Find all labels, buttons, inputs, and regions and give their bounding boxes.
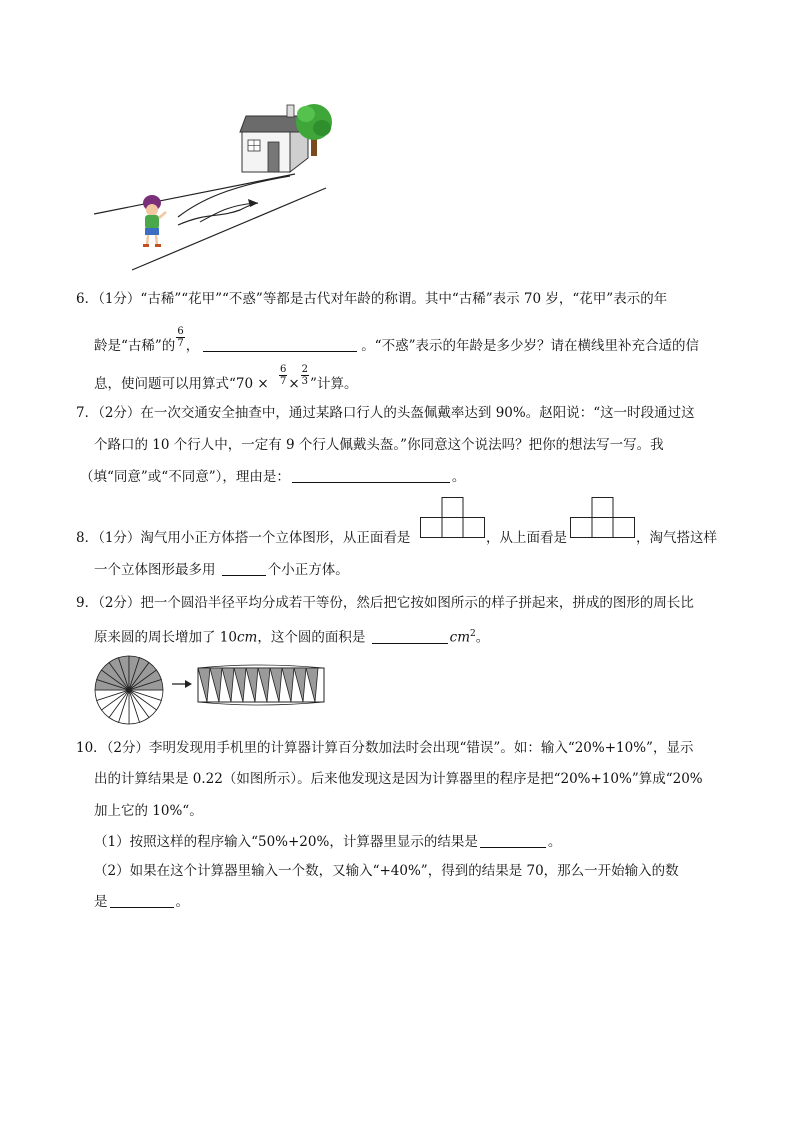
q7-line-3-post: 。 (451, 469, 466, 485)
q6-fraction-6-7 (176, 326, 184, 349)
q6-line-3-post: ”计算。 (310, 376, 358, 392)
q8-line-2-pre: 一个立体图形最多用 (94, 562, 220, 578)
fraction-denominator: 7 (279, 376, 287, 387)
q7-line-2: 个路口的 10 个行人中，一定有 9 个行人佩戴头盔。”你同意这个说法吗？把你的想法写一写。我 (94, 437, 664, 453)
q10-sub-1 (94, 832, 561, 852)
q8-line-1-a: 8．（1分）淘气用小正方体搭一个立体图形，从正面看是 (76, 530, 411, 546)
q6-comma: ， (185, 338, 200, 354)
fraction-numerator: 6 (177, 326, 184, 337)
q7-line-3-pre: （填“同意”或“不同意”），理由是： (80, 469, 290, 485)
q10-sub-2-line-2 (94, 892, 189, 912)
q6-line-2-post: 。“不惑”表示的年龄是多少岁？请在横线里补充合适的信 (361, 338, 699, 354)
arrow-head-icon (185, 680, 192, 688)
q6-line-1: 6．（1分）“古稀”“花甲”“不惑”等都是古代对年龄的称谓。其中“古稀”表示 70 岁，“花甲”表示的年 (76, 291, 668, 307)
q6-times-sign: × (288, 376, 300, 392)
q10-sub-1-answer-blank[interactable] (480, 833, 546, 848)
q10-sub-1-pre: （1）按照这样的程序输入“50%+20%，计算器里显示的结果是 (94, 834, 478, 850)
fraction-denominator: 3 (301, 376, 309, 387)
q9-line-2-post: 。 (475, 629, 490, 646)
q6-line-3-pre: 息，使问题可以用算式“70 × (94, 376, 269, 392)
q6-line-2-pre: 龄是“古稀”的 (94, 338, 176, 354)
q10-line-1: 10．（2分）李明发现用手机里的计算器计算百分数加法时会出现“错误”。如：输入“20%+10%”，显示 (76, 740, 694, 756)
q8-line-1-c: ，淘气搭这样 (636, 530, 717, 546)
q8-answer-blank[interactable] (222, 561, 266, 576)
q8-line-1-b: ，从上面看是 (486, 530, 567, 546)
q9-line-1: 9．（2分）把一个圆沿半径平均分成若干等份，然后把它按如图所示的样子拼起来，拼成的图形的周长比 (76, 595, 694, 611)
q6-line-3 (94, 364, 357, 394)
q9-superscript: 2 (470, 629, 476, 639)
q10-sub-2-answer-blank[interactable] (110, 893, 174, 908)
q10-sub-2-post: 。 (175, 894, 189, 910)
q9-line-2-mid: ，这个圆的面积是 (257, 629, 370, 646)
q6-line-2 (94, 326, 699, 356)
q10-line-3: 加上它的 10%“。 (94, 803, 203, 819)
q8-line-2-post: 个小正方体。 (267, 562, 349, 578)
q10-sub-1-post: 。 (547, 834, 562, 850)
fraction-numerator: 6 (279, 364, 287, 375)
q9-line-2 (94, 624, 489, 648)
q6-answer-blank[interactable] (203, 337, 357, 352)
circle-sectors-figure (94, 656, 334, 726)
q9-unit-cm: cm (236, 629, 258, 646)
q9-unit-cm2: cm (449, 629, 471, 646)
q8-line-2 (94, 560, 349, 580)
q6-formula-fraction-a (279, 364, 287, 387)
q9-line-2-pre: 原来圆的周长增加了 10 (94, 629, 237, 646)
road-house-illustration (90, 100, 340, 275)
fraction-numerator: 2 (301, 364, 309, 375)
q9-answer-blank[interactable] (372, 629, 448, 644)
q10-sub-2-line-1: （2）如果在这个计算器里输入一个数，又输入“+40%”，得到的结果是 70，那么一开始输入的数 (94, 863, 679, 879)
top-view-figure (570, 497, 636, 539)
q7-line-1: 7．（2分）在一次交通安全抽查中，通过某路口行人的头盔佩戴率达到 90%。赵阳说：“这一时段通过这 (76, 405, 695, 421)
fraction-denominator: 7 (177, 338, 184, 349)
q6-formula-fraction-b (301, 364, 309, 387)
front-view-figure (420, 497, 486, 539)
q7-answer-blank[interactable] (292, 468, 450, 483)
q10-line-2: 出的计算结果是 0.22（如图所示）。后来他发现这是因为计算器里的程序是把“20%+10%”算成“20% (94, 771, 703, 787)
q10-sub-2-pre: 是 (94, 894, 108, 910)
q7-line-3 (80, 467, 465, 487)
